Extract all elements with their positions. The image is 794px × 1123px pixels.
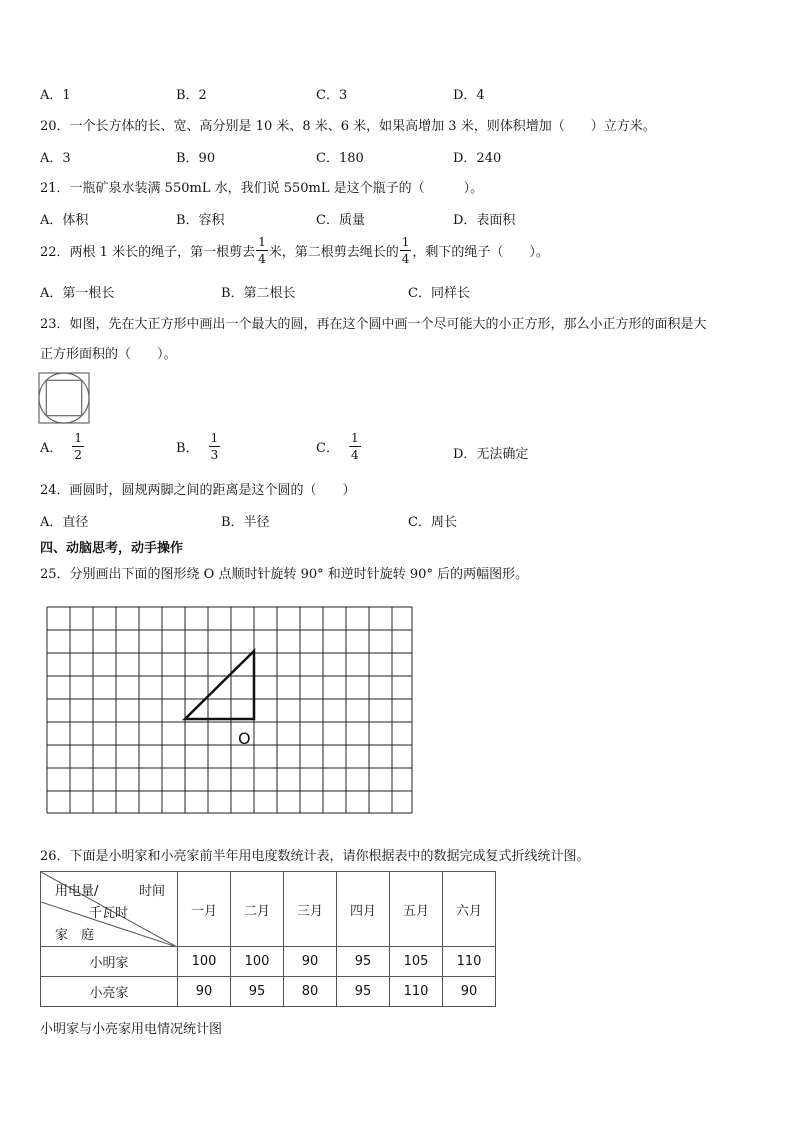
- header-time: 时间: [139, 884, 166, 899]
- q21-option-a: A．体积: [40, 213, 89, 228]
- q24-option-b: B．半径: [221, 515, 270, 530]
- q21-stem: 21．一瓶矿泉水装满 550mL 水，我们说 550mL 是这个瓶子的（ ）。: [40, 181, 484, 196]
- q24-stem: 24．画圆时，圆规两脚之间的距离是这个圆的（ ）: [40, 483, 356, 498]
- q21-option-c: C．质量: [316, 213, 365, 228]
- q26-stem: 26．下面是小明家和小亮家前半年用电度数统计表，请你根据表中的数据完成复式折线统计图。: [40, 849, 590, 864]
- table-cell: 95: [337, 977, 390, 1007]
- q24-option-a: A．直径: [40, 515, 89, 530]
- q19-option-d: D．4: [453, 88, 485, 103]
- q25-stem: 25．分别画出下面的图形绕 O 点顺时针旋转 90° 和逆时针旋转 90° 后的两幅图形。: [40, 567, 529, 582]
- point-o-label: O: [238, 729, 251, 748]
- table-cell: 100: [231, 947, 284, 977]
- q22-fraction-1: $\frac{1}{4}$: [258, 235, 266, 266]
- rotation-grid: [45, 605, 415, 815]
- month-header: 四月: [337, 872, 390, 947]
- q23-option-b: B． $\frac{1}{3}$: [176, 431, 219, 462]
- table-row: [41, 977, 496, 1007]
- header-usage: 用电量/: [55, 884, 99, 899]
- q19-option-b: B．2: [176, 88, 207, 103]
- q24-option-c: C．周长: [408, 515, 457, 530]
- section-heading: 四、动脑思考，动手操作: [40, 541, 184, 556]
- triangle-shape: [185, 651, 254, 719]
- table-cell: 90: [443, 977, 496, 1007]
- table-cell: 95: [337, 947, 390, 977]
- table-header-row: [41, 872, 496, 947]
- q22-stem: [40, 236, 549, 265]
- q20-option-b: B．90: [176, 151, 216, 166]
- month-header: 二月: [231, 872, 284, 947]
- table-cell: 90: [178, 977, 231, 1007]
- electricity-table: [40, 871, 496, 1007]
- q20-option-a: A．3: [40, 151, 71, 166]
- chart-title: 小明家与小亮家用电情况统计图: [40, 1022, 223, 1037]
- header-family: 家 庭: [55, 928, 95, 943]
- table-row: [41, 947, 496, 977]
- q23-stem-line1: 23．如图，先在大正方形中画出一个最大的圆，再在这个圆中画一个尽可能大的小正方形，那么小正方形的面积是大: [40, 317, 707, 332]
- q19-option-c: C．3: [316, 88, 348, 103]
- month-header: 六月: [443, 872, 496, 947]
- table-cell: 90: [284, 947, 337, 977]
- q22-stem-part2: 米，第二根剪去绳长的: [268, 245, 399, 260]
- square-circle-figure: [38, 372, 92, 426]
- q21-option-b: B．容积: [176, 213, 225, 228]
- table-cell: 95: [231, 977, 284, 1007]
- month-header: 五月: [390, 872, 443, 947]
- table-cell: 100: [178, 947, 231, 977]
- q22-option-c: C．同样长: [408, 286, 470, 301]
- q19-option-a: A．1: [40, 88, 71, 103]
- q22-option-b: B．第二根长: [221, 286, 296, 301]
- q21-option-d: D．表面积: [453, 213, 516, 228]
- q23-option-c: C． $\frac{1}{4}$: [316, 431, 359, 462]
- month-header: 一月: [178, 872, 231, 947]
- table-cell: 110: [390, 977, 443, 1007]
- table-cell: 105: [390, 947, 443, 977]
- q22-option-a: A．第一根长: [40, 286, 115, 301]
- q20-option-d: D．240: [453, 151, 502, 166]
- header-unit: 千瓦时: [89, 906, 129, 921]
- row-family: 小亮家: [41, 977, 178, 1007]
- q22-stem-part1: 22．两根 1 米长的绳子，第一根剪去: [40, 245, 256, 260]
- q22-stem-part3: ，剩下的绳子（ ）。: [412, 245, 549, 260]
- q23-option-d: D．无法确定: [453, 447, 529, 462]
- q22-fraction-2: $\frac{1}{4}$: [401, 235, 410, 266]
- month-header: 三月: [284, 872, 337, 947]
- row-family: 小明家: [41, 947, 178, 977]
- q23-option-a: A． $\frac{1}{2}$: [40, 431, 83, 462]
- diagonal-header-cell: [41, 872, 178, 947]
- table-cell: 80: [284, 977, 337, 1007]
- q20-option-c: C．180: [316, 151, 364, 166]
- table-cell: 110: [443, 947, 496, 977]
- q23-stem-line2: 正方形面积的（ ）。: [40, 347, 177, 362]
- q20-stem: 20．一个长方体的长、宽、高分别是 10 米、8 米、6 米，如果高增加 3 米，则体积增加（ ）立方米。: [40, 119, 656, 134]
